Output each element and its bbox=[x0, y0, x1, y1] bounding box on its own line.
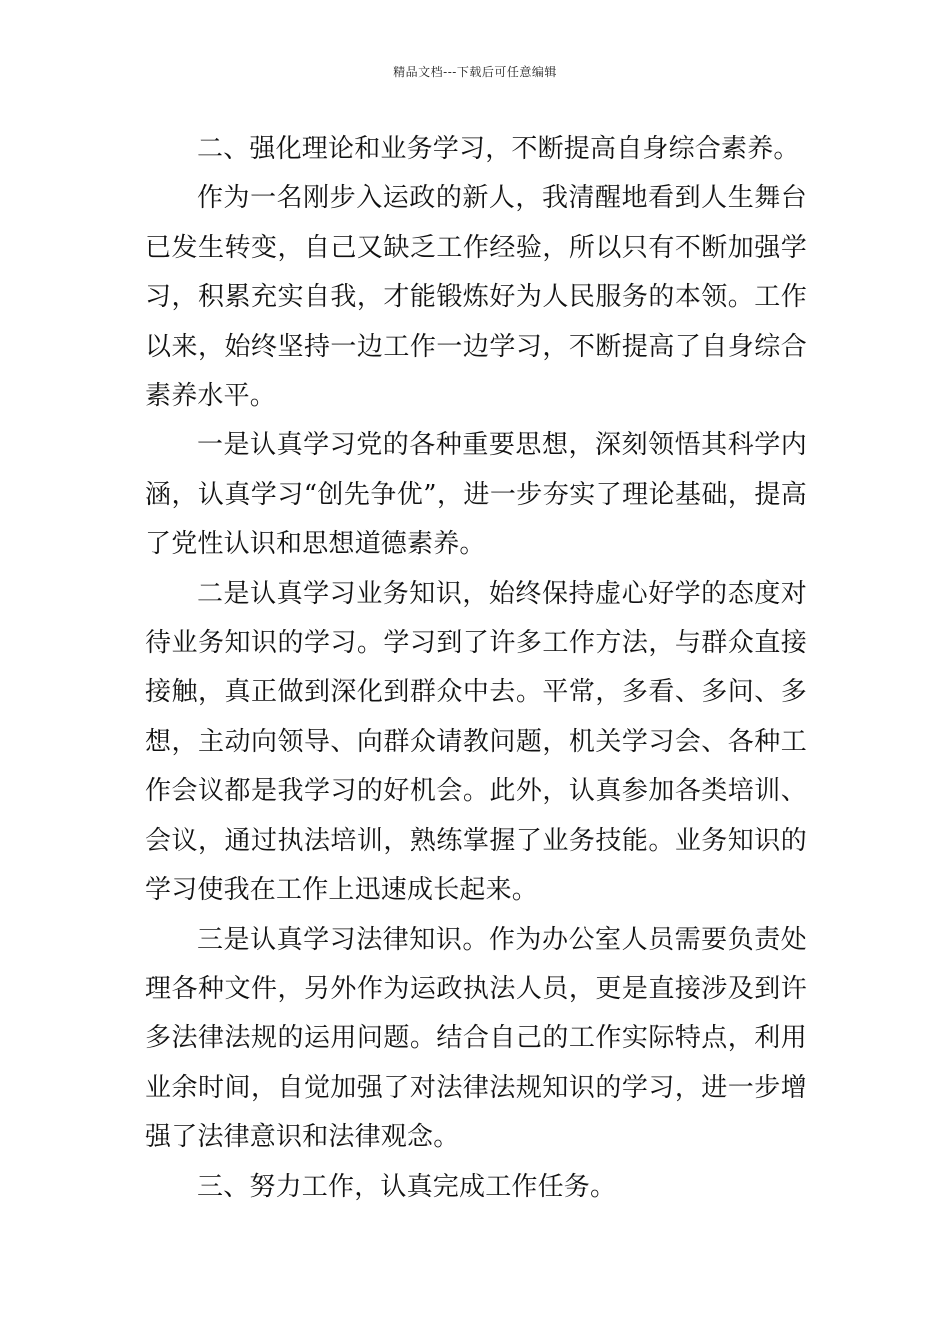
paragraph-point-3: 三是认真学习法律知识。作为办公室人员需要负责处理各种文件，另外作为运政执法人员，更是直接涉及到许多法律法规的运用问题。结合自己的工作实际特点，利用业余时间，自觉加强了对法律法规知识的学习，进一步增强了法律意识和法律观念。 bbox=[145, 924, 807, 1153]
section-heading-2: 二、强化理论和业务学习，不断提高自身综合素养。 bbox=[197, 134, 800, 164]
paragraph-point-2: 二是认真学习业务知识，始终保持虚心好学的态度对待业务知识的学习。学习到了许多工作方法，与群众直接接触，真正做到深化到群众中去。平常，多看、多问、多想，主动向领导、向群众请教问题，机关学习会、各种工作会议都是我学习的好机会。此外，认真参加各类培训、会议，通过执法培训，熟练掌握了业务技能。业务知识的学习使我在工作上迅速成长起来。 bbox=[145, 578, 807, 906]
paragraph-intro: 作为一名刚步入运政的新人，我清醒地看到人生舞台已发生转变，自己又缺乏工作经验，所以只有不断加强学习，积累充实自我，才能锻炼好为人民服务的本领。工作以来，始终坚持一边工作一边学习，不断提高了自身综合素养水平。 bbox=[145, 183, 807, 412]
page-header: 精品文档---下载后可任意编辑 bbox=[393, 65, 557, 79]
section-heading-3: 三、努力工作，认真完成工作任务。 bbox=[197, 1171, 617, 1202]
paragraph-point-1: 一是认真学习党的各种重要思想，深刻领悟其科学内涵，认真学习“创先争优”，进一步夯实了理论基础，提高了党性认识和思想道德素养。 bbox=[145, 430, 807, 560]
document-body bbox=[145, 125, 807, 1212]
